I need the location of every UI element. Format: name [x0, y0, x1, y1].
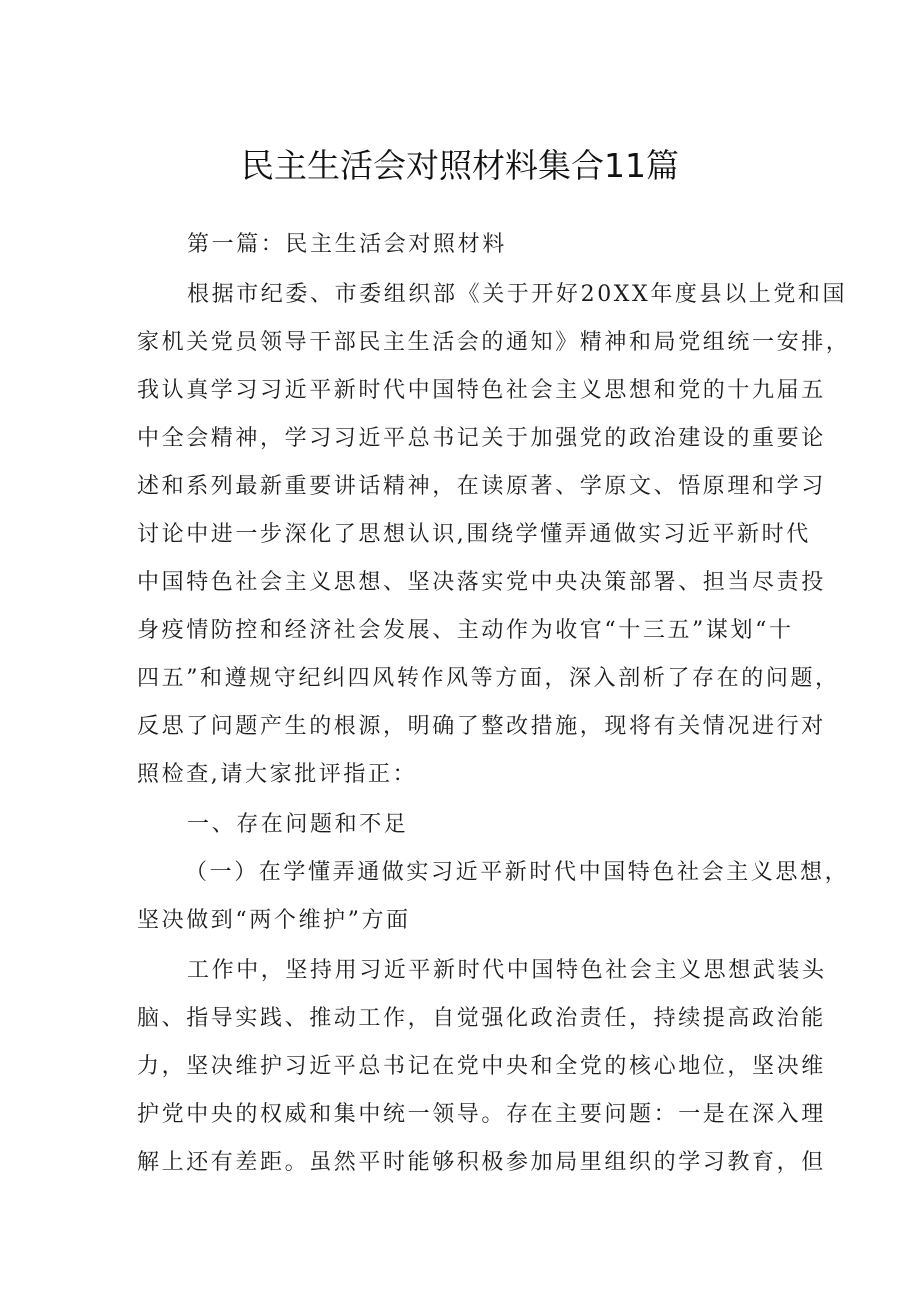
subheading-line: 坚决做到“两个维护”方面 [137, 908, 411, 933]
paragraph-line: 家机关党员领导干部民主生活会的通知》精神和局党组统一安排， [137, 330, 851, 355]
subheading-line: （一）在学懂弄通做实习近平新时代中国特色社会主义思想， [185, 860, 850, 885]
paragraph-line: 四五”和遵规守纪纠四风转作风等方面，深入剖析了存在的问题， [137, 666, 840, 691]
paragraph-line: 述和系列最新重要讲话精神，在读原著、学原文、悟原理和学习 [137, 474, 826, 499]
heading-one: 一、存在问题和不足 [187, 812, 409, 837]
paragraph-line: 护党中央的权威和集中统一领导。存在主要问题：一是在深入理 [137, 1102, 826, 1127]
paragraph-line: 解上还有差距。虽然平时能够积极参加局里组织的学习教育，但 [137, 1150, 826, 1175]
paragraph-line: 力，坚决维护习近平总书记在党中央和全党的核心地位，坚决维 [137, 1054, 826, 1079]
paragraph-line: 我认真学习习近平新时代中国特色社会主义思想和党的十九届五 [137, 378, 826, 403]
paragraph-line: 根据市纪委、市委组织部《关于开好20XX年度县以上党和国 [187, 282, 848, 307]
paragraph-line: 脑、指导实践、推动工作，自觉强化政治责任，持续提高政治能 [137, 1006, 826, 1031]
paragraph-line: 中国特色社会主义思想、坚决落实党中央决策部署、担当尽责投 [137, 570, 826, 595]
document-title: 民主生活会对照材料集合11篇 [241, 146, 679, 185]
section-heading: 第一篇：民主生活会对照材料 [187, 232, 507, 257]
paragraph-line: 工作中，坚持用习近平新时代中国特色社会主义思想武装头 [187, 958, 827, 983]
paragraph-line: 反思了问题产生的根源，明确了整改措施，现将有关情况进行对 [137, 714, 826, 739]
paragraph-line: 照检查,请大家批评指正： [137, 762, 418, 787]
paragraph-line: 中全会精神，学习习近平总书记关于加强党的政治建设的重要论 [137, 426, 826, 451]
paragraph-line: 身疫情防控和经济社会发展、主动作为收官“十三五”谋划“十 [137, 618, 794, 643]
paragraph-line: 讨论中进一步深化了思想认识,围绕学懂弄通做实习近平新时代 [137, 522, 811, 547]
